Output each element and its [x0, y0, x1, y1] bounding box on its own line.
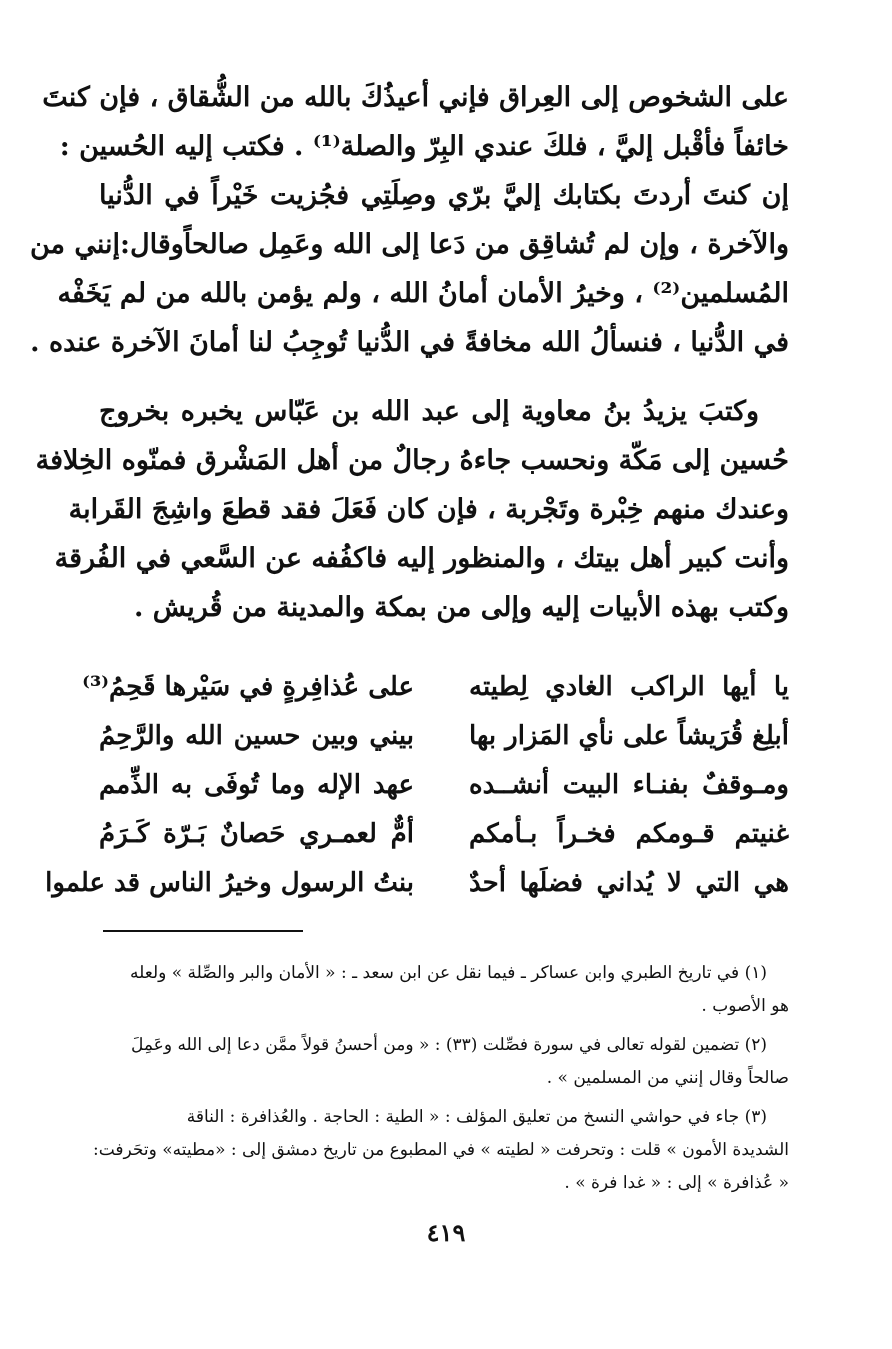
footnote-2 [99, 1029, 789, 1095]
text-line: وكتب بهذه الأبيات إليه وإلى من بمكة والمدينة من قُريش . [133, 592, 789, 623]
text-line: وعندك منهم خِبْرة وتَجْربة ، فإن كان فَعَلَ فقد قطعَ واشِجَ القَرابة [68, 494, 789, 525]
footnote-line: « عُذافرة » إلى : « غدا فرة » . [564, 1173, 789, 1193]
text-line: المُسلمين⁽²⁾ ، وخيرُ الأمان أمانُ الله ، ولم يؤمن بالله من لم يَخَفْه [57, 278, 789, 309]
footnote-line: صالحاً وقال إنني من المسلمين » . [546, 1068, 789, 1088]
verse-first-hemistich: غنيتم قـومكم فخـراً بـأمكم [469, 819, 789, 849]
poem [45, 663, 789, 908]
footnote-line: هو الأصوب . [701, 996, 789, 1016]
verse-first-hemistich: أبلِغ قُرَيشاً على نأي المَزار بها [468, 721, 789, 751]
verse-second-hemistich: بيني وبين حسين الله والرَّحِمُ [99, 721, 414, 751]
text-line: والآخرة ، وإن لم تُشاقِق من دَعا إلى الله وعَمِل صالحاًوقال:إنني من [29, 229, 789, 260]
footnote-line: (١) في تاريخ الطبري وابن عساكر ـ فيما نقل عن ابن سعد ـ : « الأمان والبر والصِّلة » ولعله [130, 963, 767, 983]
poem-verse [99, 810, 789, 859]
text-line: إن كنتَ أردتَ بكتابك إليَّ برّي وصِلَتِي فجُزيت خَيْراً في الدُّنيا [99, 180, 789, 211]
text-line: خائفاً فأقْبل إليَّ ، فلكَ عندي البِرّ والصلة⁽¹⁾ . فكتب إليه الحُسين : [59, 131, 789, 162]
footnotes [93, 957, 789, 1206]
verse-second-hemistich: على عُذافِرةٍ في سَيْرها قَحِمُ⁽³⁾ [82, 672, 414, 702]
text-line: وأنت كبير أهل بيتك ، والمنظور إليه فاكفُفه عن السَّعي في الفُرقة [54, 543, 789, 574]
poem-verse [45, 859, 789, 908]
text-line: حُسين إلى مَكّة ونحسب جاءهُ رجالٌ من أهل المَشْرق فمنّوه الخِلافة [35, 445, 789, 476]
poem-verse [82, 663, 789, 712]
footnote-line: الشديدة الأمون » قلت : وتحرفت « لطيته » في المطبوع من تاريخ دمشق إلى : «مطيته» وتحَرفت: [93, 1140, 789, 1160]
verse-first-hemistich: هي التي لا يُداني فضلَها أحدٌ [469, 868, 789, 898]
paragraph-2 [35, 387, 789, 632]
text-line: في الدُّنيا ، فنسألُ الله مخافةً في الدُّنيا تُوجِبُ لنا أمانَ الآخرة عنده . [30, 327, 789, 358]
footnote-line: (٣) جاء في حواشي النسخ من تعليق المؤلف : « الطية : الحاجة . والعُذافرة : الناقة [186, 1107, 767, 1127]
verse-first-hemistich: يا أيها الراكب الغادي لِطيته [469, 672, 789, 702]
verse-second-hemistich: بنتُ الرسول وخيرُ الناس قد علموا [45, 868, 414, 898]
footnote-line: (٢) تضمين لقوله تعالى في سورة فصِّلت (٣٣) : « ومن أحسنُ قولاً ممَّن دعا إلى الله وعَمِلَ [130, 1035, 767, 1055]
poem-verse [99, 761, 789, 810]
verse-second-hemistich: أمٌّ لعمـري حَصانٌ بَـرّة كَـرَمُ [99, 819, 414, 849]
text-line: على الشخوص إلى العِراق فإني أعيذُكَ بالله من الشُّقاق ، فإن كنتَ [42, 82, 789, 113]
poem-verse [99, 712, 789, 761]
footnote-3 [93, 1101, 789, 1200]
footnote-separator [103, 930, 303, 932]
verse-second-hemistich: عهد الإله وما تُوفَى به الذِّمم [99, 770, 414, 800]
verse-first-hemistich: ومـوقفٌ بفنـاء البيت أنشــده [469, 770, 789, 800]
footnote-1 [99, 957, 789, 1023]
page-number: ٤١٩ [426, 1218, 466, 1247]
paragraph-1 [29, 73, 789, 367]
text-line: وكتبَ يزيدُ بنُ معاوية إلى عبد الله بن عَبّاس يخبره بخروج [99, 396, 759, 427]
